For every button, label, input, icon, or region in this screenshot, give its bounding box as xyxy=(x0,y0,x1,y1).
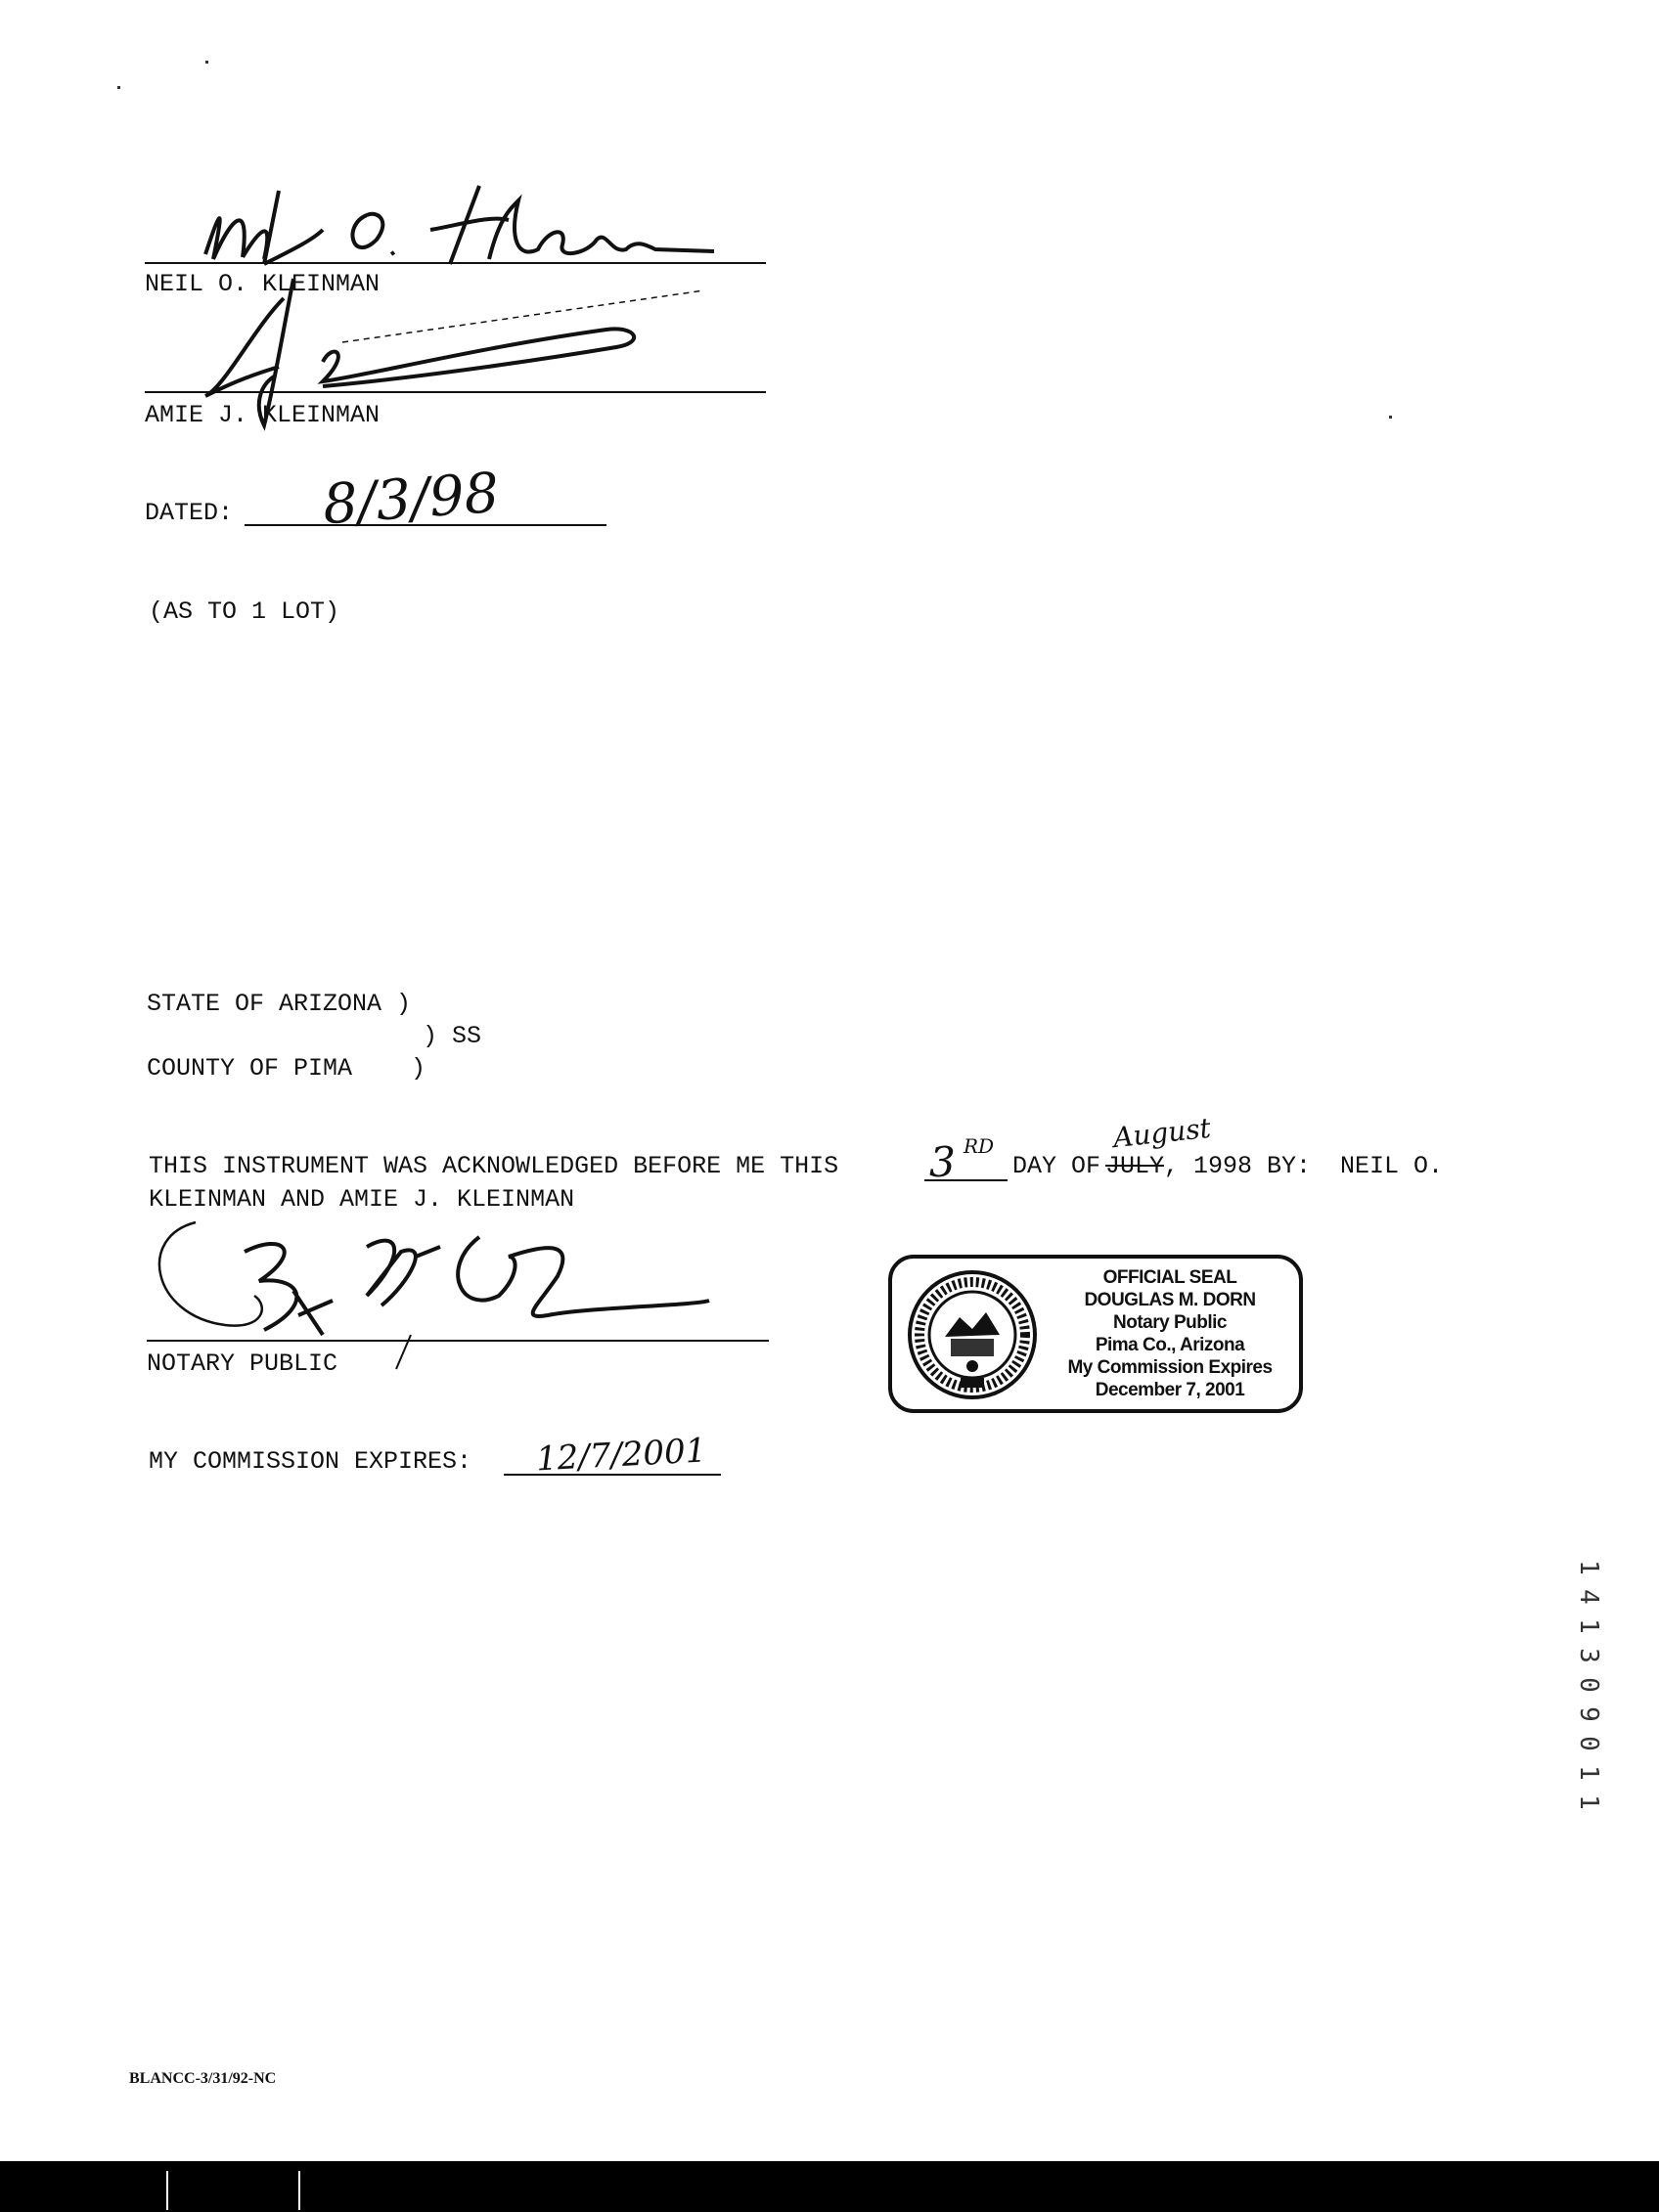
scan-speck xyxy=(117,86,120,89)
footer-form-code: BLANCC-3/31/92-NC xyxy=(129,2070,277,2087)
commission-line xyxy=(504,1474,721,1476)
signature-line-neil xyxy=(145,262,766,264)
venue-county: COUNTY OF PIMA ) xyxy=(147,1054,426,1083)
ack-day-suffix: RD xyxy=(964,1134,995,1158)
official-seal-stamp xyxy=(888,1255,1303,1413)
venue-state: STATE OF ARIZONA ) xyxy=(147,990,412,1018)
notary-signature-line xyxy=(147,1340,769,1342)
official-seal-text xyxy=(1039,1266,1301,1401)
seal-line-3: Notary Public xyxy=(1113,1312,1227,1333)
signer-name-neil: NEIL O. KLEINMAN xyxy=(145,270,381,298)
scan-mark xyxy=(298,2171,300,2210)
seal-line-6: December 7, 2001 xyxy=(1095,1380,1245,1400)
margin-document-number xyxy=(1569,1553,1608,1885)
dated-line xyxy=(245,524,606,526)
signer-name-amie: AMIE J. KLEINMAN xyxy=(145,401,381,429)
ack-month-struck: JULY xyxy=(1105,1152,1165,1180)
venue-ss: ) SS xyxy=(423,1022,482,1050)
margin-digit: 1 xyxy=(1574,1794,1603,1810)
signature-line-amie xyxy=(145,391,766,393)
seal-line-4: Pima Co., Arizona xyxy=(1095,1335,1245,1355)
commission-label: MY COMMISSION EXPIRES: xyxy=(149,1447,472,1476)
margin-digit: 1 xyxy=(1574,1560,1603,1575)
scan-speck xyxy=(205,61,208,64)
signature-notary xyxy=(147,1198,773,1374)
dated-value: 8/3/98 xyxy=(320,461,502,538)
margin-digit: 9 xyxy=(1574,1706,1603,1722)
lot-note: (AS TO 1 LOT) xyxy=(149,597,340,626)
ack-month-written: August xyxy=(1111,1111,1213,1155)
ack-suffix: , 1998 BY: NEIL O. xyxy=(1164,1152,1444,1180)
commission-value: 12/7/2001 xyxy=(535,1431,708,1480)
arizona-seal-emblem xyxy=(906,1268,1039,1401)
scan-bottom-edge xyxy=(0,2161,1659,2212)
notary-label: NOTARY PUBLIC xyxy=(147,1349,338,1378)
ack-prefix: THIS INSTRUMENT WAS ACKNOWLEDGED BEFORE ME THIS xyxy=(149,1152,839,1180)
scan-mark xyxy=(166,2171,168,2210)
ack-day-line xyxy=(924,1179,1008,1181)
seal-line-5: My Commission Expires xyxy=(1067,1357,1273,1378)
dated-label: DATED: xyxy=(145,499,234,527)
margin-digit: 3 xyxy=(1574,1648,1603,1663)
scan-speck xyxy=(1389,416,1392,419)
margin-digit: 0 xyxy=(1574,1736,1603,1751)
ack-day-of: DAY OF xyxy=(1012,1152,1101,1180)
ack-day-value: 3 xyxy=(929,1138,956,1186)
seal-line-1: OFFICIAL SEAL xyxy=(1102,1267,1237,1288)
margin-digit: 1 xyxy=(1574,1765,1603,1781)
seal-line-2: DOUGLAS M. DORN xyxy=(1084,1290,1256,1310)
margin-digit: 0 xyxy=(1574,1677,1603,1693)
ack-line2: KLEINMAN AND AMIE J. KLEINMAN xyxy=(149,1185,575,1214)
margin-digit: 4 xyxy=(1574,1589,1603,1605)
margin-digit: 1 xyxy=(1574,1618,1603,1634)
